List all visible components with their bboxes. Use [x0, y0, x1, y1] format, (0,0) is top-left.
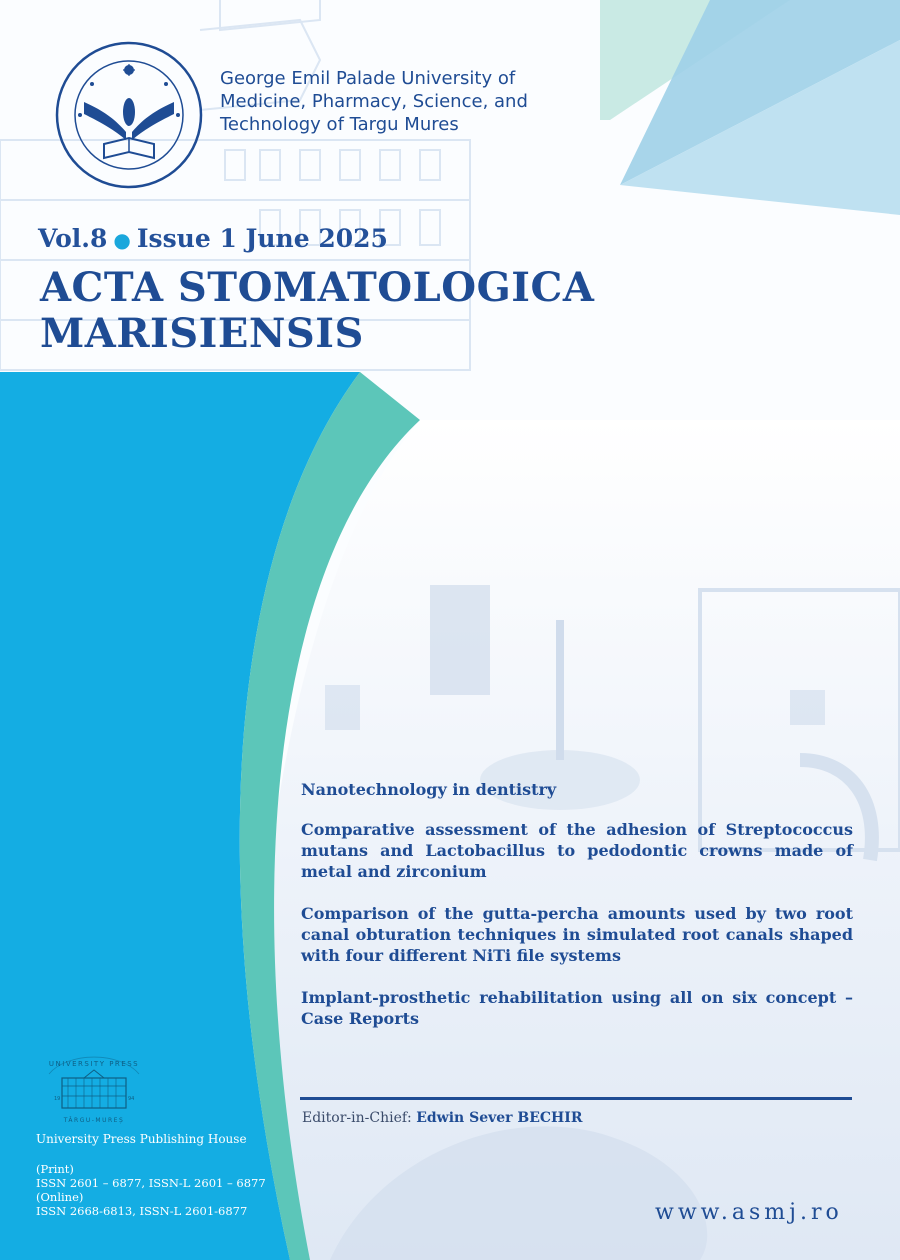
journal-title-line: MARISIENSIS [40, 310, 364, 357]
online-label: (Online) [36, 1190, 84, 1204]
print-label: (Print) [36, 1162, 74, 1176]
university-name-line: Medicine, Pharmacy, Science, and [220, 91, 528, 112]
editor-in-chief [302, 1110, 582, 1126]
volume: Vol.8 [38, 224, 108, 253]
university-press-logo-icon [34, 1052, 154, 1132]
journal-title [40, 265, 680, 357]
university-seal-icon [54, 40, 204, 190]
publisher-name: University Press Publishing House [36, 1132, 247, 1146]
website-link[interactable]: www.asmj.ro [655, 1200, 843, 1225]
editor-label: Editor-in-Chief: [302, 1110, 412, 1126]
university-name [220, 67, 540, 136]
svg-text:UNIVERSITY PRESS: UNIVERSITY PRESS [48, 1060, 140, 1068]
university-name-line: George Emil Palade University of [220, 68, 516, 89]
divider [300, 1097, 852, 1100]
online-issn: ISSN 2668-6813, ISSN-L 2601-6877 [36, 1204, 248, 1218]
article-title: Comparative assessment of the adhesion of Streptococcus mutans and Lactobacillus to pedodontic crowns made of metal and zirconium [301, 820, 853, 881]
svg-text:94: 94 [128, 1096, 135, 1102]
svg-text:TÂRGU-MUREȘ: TÂRGU-MUREȘ [63, 1117, 125, 1124]
editor-name: Edwin Sever BECHIR [416, 1110, 583, 1126]
issue-date: Issue 1 June 2025 [136, 224, 388, 253]
journal-title-line: ACTA STOMATOLOGICA [40, 264, 595, 311]
issn-block [36, 1162, 266, 1218]
print-issn: ISSN 2601 – 6877, ISSN-L 2601 – 6877 [36, 1176, 266, 1190]
table-of-contents [301, 780, 853, 1050]
university-name-line: Technology of Targu Mures [220, 114, 459, 135]
bullet-icon: ● [113, 228, 131, 252]
article-title: Implant-prosthetic rehabilitation using all on six concept – Case Reports [301, 988, 853, 1028]
svg-text:19: 19 [54, 1096, 61, 1102]
article-title: Comparison of the gutta-percha amounts used by two root canal obturation techniques in simulated root canals shaped with four different NiTi file systems [301, 904, 853, 965]
section-heading: Nanotechnology in dentistry [301, 780, 557, 799]
issue-line [38, 224, 388, 253]
